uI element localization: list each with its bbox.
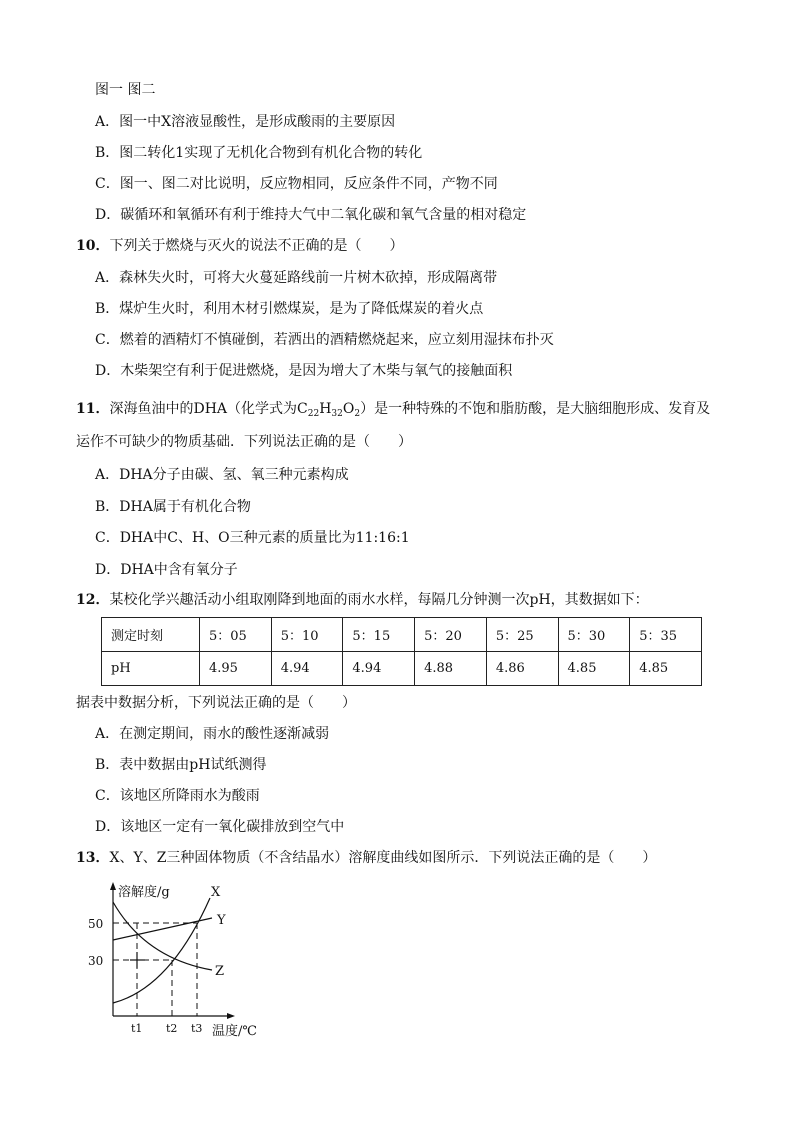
table-cell: 5：05 [200, 618, 272, 652]
table-row [102, 618, 702, 652]
table-cell: 5：10 [271, 618, 343, 652]
table-cell: 4.86 [486, 652, 558, 686]
curve-label-x: X [211, 885, 221, 900]
y-axis-label: 溶解度/g [118, 885, 170, 900]
q11-option-d: D．DHA中含有氧分子 [95, 562, 238, 578]
table-cell: 4.94 [343, 652, 415, 686]
q11-option-b: B．DHA属于有机化合物 [95, 499, 251, 515]
table-cell: 4.94 [271, 652, 343, 686]
table-cell: 4.95 [200, 652, 272, 686]
x-tick-t1: t1 [131, 1022, 143, 1035]
y-tick-50: 50 [88, 917, 104, 931]
y-tick-30: 30 [88, 954, 104, 968]
q12-option-c: C．该地区所降雨水为酸雨 [95, 788, 260, 804]
curve-label-y: Y [217, 913, 226, 928]
x-axis-label: 温度/℃ [212, 1024, 257, 1039]
question-12-stem [76, 590, 649, 610]
question-10-number: 10． [76, 238, 110, 254]
question-10-stem [76, 236, 403, 256]
curve-x [113, 898, 210, 1003]
q9-option-b: B．图二转化1实现了无机化合物到有机化合物的转化 [95, 145, 423, 161]
ph-data-table [101, 617, 702, 686]
question-11-stem [76, 399, 710, 424]
q10-option-c: C．燃着的酒精灯不慎碰倒，若洒出的酒精燃烧起来，应立刻用湿抹布扑灭 [95, 332, 554, 348]
table-cell: 测定时刻 [102, 618, 200, 652]
q11-option-a: A．DHA分子由碳、氢、氧三种元素构成 [95, 467, 349, 483]
q9-option-d: D．碳循环和氧循环有利于维持大气中二氧化碳和氧气含量的相对稳定 [95, 207, 527, 223]
dha-formula: $C_{22}H_{32}O_2$ [297, 401, 361, 419]
q11-option-c: C．DHA中C、H、O三种元素的质量比为11:16:1 [95, 530, 410, 546]
table-cell: 5：20 [415, 618, 487, 652]
table-row [102, 652, 702, 686]
q12-option-a: A．在测定期间，雨水的酸性逐渐减弱 [95, 726, 330, 742]
table-cell: 5：30 [558, 618, 630, 652]
question-12-after: 据表中数据分析，下列说法正确的是（ ） [76, 695, 356, 711]
question-11-text-b: ）是一种特殊的不饱和脂肪酸，是大脑细胞形成、发育及 [360, 401, 711, 417]
q12-option-b: B．表中数据由pH试纸测得 [95, 757, 267, 773]
question-10-text: 下列关于燃烧与灭火的说法不正确的是（ ） [109, 238, 404, 254]
x-tick-t2: t2 [166, 1022, 178, 1035]
table-cell: pH [102, 652, 200, 686]
question-13-stem [76, 848, 656, 868]
q10-option-b: B．煤炉生火时，利用木材引燃煤炭，是为了降低煤炭的着火点 [95, 301, 484, 317]
solubility-curve-graph [88, 878, 270, 1039]
question-12-number: 12． [76, 592, 110, 608]
q10-option-d: D．木柴架空有利于促进燃烧，是因为增大了木柴与氧气的接触面积 [95, 363, 513, 379]
question-12-text: 某校化学兴趣活动小组取刚降到地面的雨水水样，每隔几分钟测一次pH，其数据如下： [109, 592, 649, 608]
table-cell: 4.85 [558, 652, 630, 686]
table-cell: 5：35 [630, 618, 702, 652]
question-11-text-a: 深海鱼油中的DHA（化学式为 [109, 401, 298, 417]
table-cell: 4.85 [630, 652, 702, 686]
y-axis-arrow [110, 882, 116, 890]
figure-labels: 图一 图二 [95, 82, 156, 98]
q12-option-d: D．该地区一定有一氧化碳排放到空气中 [95, 819, 345, 835]
q9-option-a: A．图一中X溶液显酸性，是形成酸雨的主要原因 [95, 114, 396, 130]
q10-option-a: A．森林失火时，可将大火蔓延路线前一片树木砍掉，形成隔离带 [95, 270, 498, 286]
table-cell: 4.88 [415, 652, 487, 686]
q9-option-c: C．图一、图二对比说明，反应物相同，反应条件不同，产物不同 [95, 176, 498, 192]
question-11-number: 11． [76, 401, 110, 417]
question-11-text-c: 运作不可缺少的物质基础．下列说法正确的是（ ） [76, 434, 412, 450]
x-tick-t3: t3 [191, 1022, 203, 1035]
question-13-text: X、Y、Z三种固体物质（不含结晶水）溶解度曲线如图所示．下列说法正确的是（ ） [109, 850, 657, 866]
curve-label-z: Z [215, 964, 225, 979]
x-axis-arrow [227, 1013, 235, 1019]
table-cell: 5：25 [486, 618, 558, 652]
question-13-number: 13． [76, 850, 110, 866]
table-cell: 5：15 [343, 618, 415, 652]
